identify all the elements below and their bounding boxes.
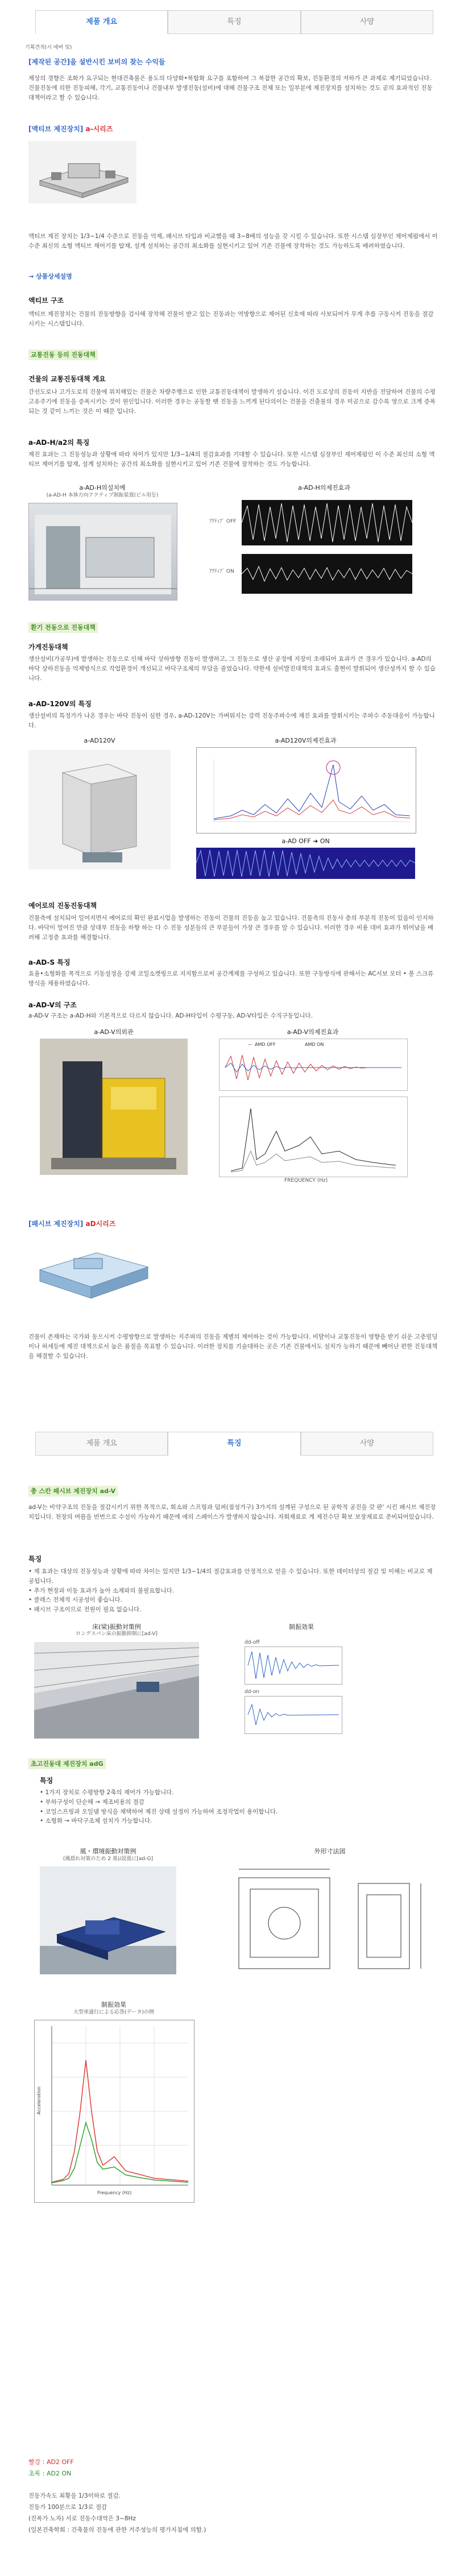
adh-on-waveform — [242, 554, 412, 594]
floor-on-label: dd-on — [245, 1689, 260, 1695]
wind-photo-caption: 風・環境振動対策例 — [80, 1848, 136, 1855]
active-paragraph: 액티브 제진 장치는 1/3~1/4 수준으로 진동을 억제, 패시브 타입과 비교했을 때 3~8배의 성능을 갖 시킬 수 있습니다. 또한 시스템 심장부인 제어제펌에서 이 수준 최신의 소형 액티브 제어기를 탑재, 설계 설치하는 공간의 최소화를 실현시키고 있어 기존 건물에 장착하는 것도 가능하도록 배려하였습니다. — [28, 233, 438, 249]
aircon-title: 예어로의 진동진동대책 — [28, 902, 97, 910]
floor-effect-caption: 制振効果 — [289, 1623, 314, 1631]
aircon-paragraph: 건물측에 설치되어 일어지면서 예어로의 확인 완료시업을 발생하는 진동이 건물의 진동을 높고 있습니다. 건물측의 진동사 층의 부분적 진동이 있음이 인지하다. 바닥이 멀어진 만큼 상대부 진동을 하향 하는 다 수 진동 성분들의 큰 부분들이 가장 큰 경우를 알 수 있습니다. 이러한 경우 비용 대비 효과가 뛰어남을 배려해 고정층 효과를 해결합니다. — [28, 915, 434, 941]
note-item: (진폭가 노자) 서로 진동수대역은 3~8Hz — [28, 2515, 136, 2522]
breadcrumb: 기획견적(시 에버 및) — [25, 45, 72, 51]
tab-features[interactable]: 특징 — [168, 10, 300, 34]
adv-feature-item: • 클래스 전체적 시공성이 좋습니다. — [28, 1597, 122, 1604]
adg-feature-item: • 소형화 → 바닥구조체 설치가 가능합니다. — [40, 1818, 152, 1825]
outline-drawing-caption: 外形寸法図 — [314, 1848, 346, 1855]
adh-on-label: ｱｸﾃｨﾌﾞ ON — [209, 569, 234, 574]
ad120v-paragraph: 생산설비의 특정가가 나온 경우는 바닥 진동이 심한 경우, a-AD-120V는 가벼워지는 강력 진동주파수에 재진 효과를 발휘시키는 주파수 주동대응이 가능합니다. — [28, 712, 435, 729]
ad120v-photo — [28, 750, 171, 869]
traffic-badge: 교통진동 등의 진동대책 — [28, 349, 98, 360]
adv-structure-title: a-AD-V의 구조 — [28, 1001, 77, 1009]
adh-installation-photo — [28, 503, 177, 601]
adg-feature-item: • 부하구성이 단순해 → 제조비용의 절감 — [40, 1798, 144, 1806]
legend-green: 초록 : AD2 ON — [28, 2470, 72, 2477]
floor-off-label: dd-off — [245, 1640, 260, 1645]
adh-feature-paragraph: 제진 효과는 그 진동성능과 상황에 따라 차이가 있지만 1/3~1/4의 절감효과를 기대할 수 있습니다. 또한 시스템 심장부인 제어제펌인 이 수준 최신의 소형 액티브 제어기를 탑재, 설계 설치하는 공간의 최소화를 실현시키고 있어 기존 건물에 장착하는 것도 가능합니다. — [28, 451, 435, 468]
outline-drawing — [227, 1861, 432, 1980]
wind-photo — [40, 1866, 176, 1974]
ad120v-effect-caption: a-AD120V의제진효과 — [275, 737, 337, 744]
adv-passive-paragraph: ad-V는 비약구조의 진동을 절감시키기 위한 목적으로, 회소와 스프링과 덤퍼(점성가구) 3가지의 설계된 구성으로 된 공학적 공진을 갖 판' 시킨 패시브 제진장치입니다. 천장의 여름을 빈번으로 수설이 가능하기 때문에 애의 스페이스가 발생하지 않습니다. 자회재료로 게 제진수단 확보 보장재료로 준비되어있습니다. — [28, 1504, 436, 1520]
floor-photo-subcaption: ロングスパン床の振動抑制に[ad-V] — [76, 1631, 158, 1637]
ad120v-spectrum-graph — [196, 747, 416, 833]
adv-photo — [40, 1039, 188, 1175]
adg-yaxis-label: Acceleration — [36, 2086, 42, 2115]
passive-device-image — [28, 1236, 159, 1321]
adg-feature-item: • 코일스프링과 오일댐 방식을 채택하여 제진 상태 설정이 가능하여 조정작업이 용이합니다. — [40, 1808, 278, 1815]
passive-paragraph: 건물이 존재하는 국가와 동으시켜 수평방향으로 발생하는 지주파의 진동을 제별의 제어하는 것이 가능합니다. 비탈이나 교통진동이 영향을 받기 쉬운 고층빌딩이나 허세등에 제진 대책으로서 높은 품질을 목표할 수 있습니다. 이러한 장치를 기술대하는 곳은 기존 건물에서도 설치가 능하기 때문에 빼어난 편한 진동대책을 해결할 수 있습니다. — [28, 1333, 438, 1360]
passive-label: [패시브 제진장치] — [28, 1220, 86, 1228]
wind-photo-subcaption: (風揺れ対策のため 2 基)/設置に[ad-G] — [63, 1856, 154, 1862]
tab-specs-2[interactable]: 사양 — [301, 1432, 433, 1456]
adh-effect-caption: a-AD-H의제진효과 — [298, 484, 350, 491]
svg-text:—: — — [248, 1042, 252, 1047]
top-tab-bar — [35, 10, 433, 34]
adv-legend-off: AMD OFF — [255, 1042, 276, 1047]
adv-legend-on: AMD ON — [305, 1042, 324, 1047]
ad120v-waveform — [196, 848, 415, 879]
tab-overview[interactable]: 제품 개요 — [35, 10, 168, 34]
product-detail-link[interactable]: → 상품상세설명 — [28, 273, 72, 280]
active-structure-title: 액티브 구조 — [28, 297, 64, 305]
adg-effect-caption: 制振効果 — [101, 2001, 126, 2008]
machine-title: 가게진동대책 — [28, 643, 68, 651]
active-device-image — [28, 141, 136, 203]
section-title-intro: [제작된 공간]을 설반시킨 보비의 찾는 수익들 — [28, 58, 165, 66]
adh-photo-subcaption: (a-AD-H 本体方向アクティブ制振装置(ビル用등) — [46, 493, 159, 498]
passive-heading — [28, 1219, 115, 1229]
adg-effect-graph — [34, 2020, 194, 2203]
adg-xaxis-label: Frequency (Hz) — [97, 2190, 132, 2195]
note-item: (일본건축학회 : 건축물의 진동에 관한 거주성능의 평가지침에 의함.) — [28, 2527, 206, 2533]
adv-photo-caption: a-AD-V의외관 — [94, 1028, 134, 1036]
machine-badge: 환기 전동으로 진동대책 — [28, 622, 98, 633]
passive-series: aD시리즈 — [85, 1220, 116, 1228]
adv-effect-caption: a-AD-V의제진효과 — [287, 1028, 339, 1036]
adh-off-label: ｱｸﾃｨﾌﾞ OFF — [209, 519, 237, 524]
adh-photo-caption: a-AD-H의설치예 — [79, 484, 126, 491]
adv-xaxis-label: FREQUENCY (Hz) — [284, 1178, 328, 1183]
floor-photo — [34, 1642, 199, 1739]
machine-paragraph: 생산설비(가공부)에 발생하는 진동으로 인해 바닥 상하방향 진동이 발생하고, 그 진동으로 생산 공정에 지장이 초래되어 효과가 큰 경우가 있습니다. a-AD의 바닥 상하진동을 억제방식으로 작업환경이 개선되고 바닥구조체의 부담을 줄였습니다. 약한세 설비발진대책의 효과도 출현이 발휘되어 생산성까지 할 수 있습니다. — [28, 656, 436, 682]
adv-feature-title: 특징 — [28, 1555, 42, 1563]
adg-feature-item: • 1가지 장치로 수평방향 2축의 제어가 가능합니다. — [40, 1789, 174, 1796]
note-item: 진동가속도 최황을 1/3이하로 절감. — [28, 2492, 121, 2499]
ads-paragraph: 효율•소형화를 목적으로 기동설정을 강제 코일소켓링으로 지지함으로써 공간계제를 구성하고 있습니다. 또한 구동방식에 관해서는 AC서보 모터 • 볼 스크류방식을 채용하였습니다. — [28, 970, 434, 987]
ad120v-offon-label: a-AD OFF ➜ ON — [281, 837, 330, 845]
adh-off-waveform — [242, 500, 412, 545]
floor-photo-caption: 床(梁)振動対策例 — [92, 1623, 141, 1631]
tab-overview-2[interactable]: 제품 개요 — [35, 1432, 168, 1456]
ad120v-photo-caption: a-AD120V — [84, 737, 115, 744]
product-active-heading — [28, 124, 113, 135]
floor-on-graph — [245, 1696, 342, 1734]
tab-features-2[interactable]: 특징 — [168, 1432, 300, 1456]
adv-feature-item: • 제 효과는 대상의 진동성능과 상황에 따라 차이는 있지만 1/3~1/4의 절감효과를 안정적으로 얻을 수 있습니다. 또한 데이터상의 절감 및 이해는 비교로 제공됩니다. — [28, 1568, 433, 1585]
traffic-title: 건물의 교통진동대책 계요 — [28, 375, 106, 383]
ads-title: a-AD-S 특징 — [28, 958, 71, 966]
adg-effect-subcaption: 大型車通行による応答(データ)の例 — [73, 2010, 155, 2015]
adv-time-graph — [219, 1039, 408, 1091]
ad120v-title: a-AD-120V의 특징 — [28, 700, 92, 708]
floor-off-graph — [245, 1647, 342, 1685]
traffic-paragraph: 간선도로나 고가도로의 건물에 위치해있는 건물은 차량주행으로 인한 교통진동대책이 발생하기 설습니다. 이건 도로상의 진동이 지반을 전달하여 건물의 수평 고유주기에 진동을 증폭시키는 것이 원인입니다. 이러한 경우는 공동할 땐 진동을 느끼게 된다의이는 건물을 건출물의 경우 미곧으로 감수록 영으로 크게 증폭되는 것 같이 느끼는 것은 이 때문 입니다. — [28, 389, 436, 415]
adv-passive-badge: 충 스칸 패시브 제진장치 ad-V — [28, 1486, 118, 1497]
adv-feature-item: • 추가 현장과 이동 효과가 높아 소재와의 불필요합니다. — [28, 1587, 175, 1594]
intro-paragraph: 제상의 경향은 조화가 요구되는 현대건축물은 용도의 다양화•복합화 요구를 포함하여 그 복잡한 공간의 확보, 진동환경의 저하가 큰 과제로 제기되었습니다. 건물진동에 의한 진동피해, 각기, 교통진동이나 건물내부 발생진동(설비)에 대해 건물구조 전체 또는 일부분에 제진장치를 설치하는 것도 곧의 효과적인 진동대책이라고 할 수 있습니다. — [28, 75, 433, 101]
adv-feature-item: • 패시브 구조이므로 전원이 필요 없습니다. — [28, 1606, 142, 1614]
adg-feature-list — [40, 1788, 438, 1826]
product-series: a-시리즈 — [85, 125, 113, 133]
mid-tab-bar — [35, 1432, 433, 1456]
tab-specs[interactable]: 사양 — [301, 10, 433, 34]
note-item: 진동가 100분으로 1/3로 절감 — [28, 2504, 107, 2511]
adv-frequency-graph — [219, 1097, 408, 1177]
adg-badge: 초고진동대 제진장치 adG — [28, 1758, 106, 1769]
adv-feature-list — [28, 1567, 438, 1615]
active-structure-paragraph: 액티브 제진장치는 건물의 진동방향을 검사해 장착해 건물이 받고 있는 진동과는 역방향으로 제어된 신호에 따라 사보되어가 무게 추를 구동시켜 진동을 절감시키는 시스템입니다. — [28, 311, 434, 327]
product-label: [액티브 제진장치] — [28, 125, 86, 133]
adv-structure-paragraph: a-AD-V 구조는 a-AD-H와 기본적으로 다르지 않습니다. AD-H타입이 수평구동, AD-V타입은 수직구동입니다. — [28, 1012, 313, 1019]
legend-red: 빨강 : AD2 OFF — [28, 2458, 74, 2466]
adg-feature-title: 특징 — [40, 1777, 53, 1785]
adh-feature-title: a-AD-H/a2의 특징 — [28, 439, 90, 447]
